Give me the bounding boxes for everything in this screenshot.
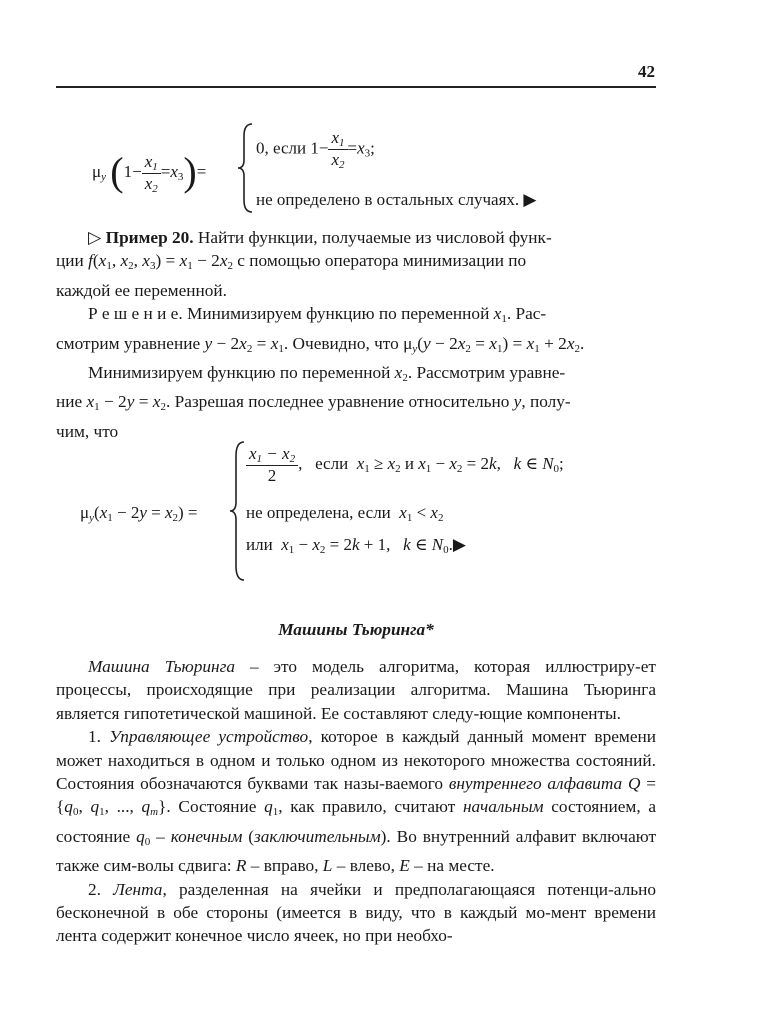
formula-1-case-1: 0, если 1− $\frac{x_1}{x_2}$ $=x_3$;	[256, 128, 375, 171]
example-paragraph: ▷ Пример 20. Найти функции, получаемые из числовой функ- ции $f(x_1$, $x_2$, $x_3) = x_1 - 2x_2$ с помощью оператора минимизации по каждой ее переменной. Р е ш е н и е. Минимизируем функцию по переменной $x_1$. Рас- смотрим уравнение $y - 2x_2 = x_1$. Очевидно, что $\mu_y(y - 2x_2 = x_1) = x_1 + 2x_2$. Минимизируем функцию по переменной $x_2$. Рассмотрим уравне- ние $x_1 - 2y = x_2$. Разрешая последнее уравнение относительно y, полу- чим, что	[56, 228, 585, 441]
formula-2-case-1: $\frac{x_1 - x_2}{2}$ , если $x_1 \ge x_2$ и $x_1 - x_2 = 2k$, k ∈ $N_0$;	[246, 444, 564, 486]
page-number: 42	[638, 62, 655, 81]
paragraph-1: Машина Тьюринга – это модель алгоритма, которая иллюстриру-ет процессы, происходящие при реализации алгоритма. Машина Тьюринга является гипотетической машиной. Ее составляют следу-ющие компоненты.	[56, 657, 656, 723]
formula-2-case-2: не определена, если $x_1 < x_2$	[246, 503, 444, 524]
paragraph-3: 2. Лента, разделенная на ячейки и предполагающаяся потенци-ально бесконечной в обе стороны (имеется в виду, что в каждый мо-мент времени лента содержит конечное число ячеек, но при необхо-	[56, 879, 656, 946]
body-text	[56, 655, 656, 948]
formula-1-case-2: не определено в остальных случаях. ▶	[256, 190, 537, 209]
header-rule	[56, 86, 656, 88]
formula-1-brace	[236, 122, 256, 214]
formula-2-lhs: $\mu_y(x_1 - 2y = x_2)$ =	[80, 503, 198, 524]
formula-1-lhs: $\mu_y$ (1− $\frac{x_1}{x_2}$ $=x_3)=$	[92, 149, 207, 195]
section-title: Машины Тьюринга*	[278, 620, 434, 639]
formula-2-case-3: или $x_1 - x_2 = 2k + 1$, k ∈ $N_0.▶$	[246, 535, 466, 556]
formula-2-brace	[228, 440, 248, 582]
paragraph-2: 1. Управляющее устройство, которое в каждый данный момент времени может находиться в одном и только одном из некоторого множества состояний. Состояния обозначаются буквами так назы-ваемого внутреннего алфавита $Q = \{q_0$, $q_1$, ..., $q_m$}. Состояние $q_1$, как правило, считают начальным состоянием, а состояние $q_0$ – конечным (заключительным). Во внутренний алфавит включают также сим-волы сдвига: R – вправо, L – влево, E – на месте.	[56, 727, 657, 876]
